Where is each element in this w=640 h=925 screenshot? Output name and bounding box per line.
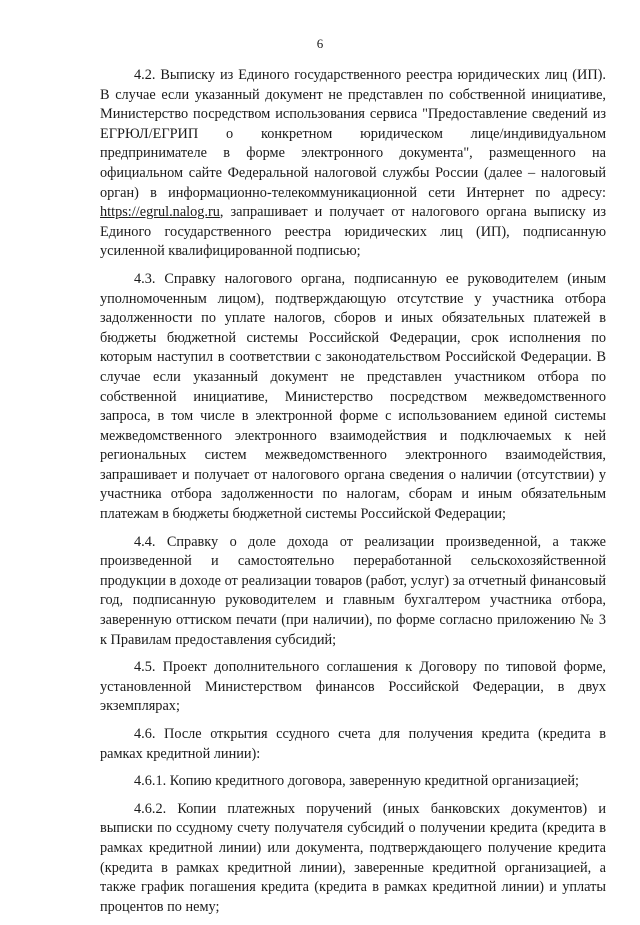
document-body bbox=[100, 66, 606, 925]
paragraph-4-6-2: 4.6.2. Копии платежных поручений (иных банковских документов) и выписки по ссудному счету получателя субсидий о получении кредита (кредита в рамках кредитной линии) или документа, подтверждающего получение кредита (кредита в рамках кредитной линии), заверенные кредитной организацией, а также график погашения кредита (кредита в рамках кредитной линии) и уплаты процентов по нему; bbox=[100, 800, 606, 915]
paragraph-4-5: 4.5. Проект дополнительного соглашения к Договору по типовой форме, установленной Министерством финансов Российской Федерации, в двух экземплярах; bbox=[100, 659, 606, 715]
paragraph-4-4: 4.4. Справку о доле дохода от реализации произведенной, а также произведенной и самостоятельно переработанной сельскохозяйственной продукции в доходе от реализации товаров (работ, услуг) за отчетный финансовый год, подписанную руководителем и главным бухгалтером участника отбора, заверенную оттиском печати (при наличии), по форме согласно приложению № 3 к Правилам предоставления субсидий; bbox=[100, 533, 606, 648]
paragraph-4-2-text: 4.2. Выписку из Единого государственного реестра юридических лиц (ИП). В случае если указанный документ не представлен по собственной инициативе, Министерство посредством использования сервиса "Предоставление сведений из ЕГРЮЛ/ЕГРИП о конкретном юридическом лице/индивидуальном предпринимателе в форме электронного документа", размещенного на официальном сайте Федеральной налоговой службы России (далее – налоговый орган) в информационно-телекоммуникационной сети Интернет по адресу: bbox=[100, 67, 606, 201]
paragraph-4-2 bbox=[100, 66, 606, 262]
paragraph-4-6-1: 4.6.1. Копию кредитного договора, заверенную кредитной организацией; bbox=[134, 773, 579, 790]
paragraph-4-2-text-end: , запрашивает и получает от налогового органа выписку из Единого государственного реестра юридических лиц (ИП), подписанную усиленной квалифицированной подписью; bbox=[100, 204, 606, 260]
paragraph-4-3: 4.3. Справку налогового органа, подписанную ее руководителем (иным уполномоченным лицом), подтверждающую отсутствие у участника отбора задолженности по уплате налогов, сборов и иных обязательных платежей в бюджеты бюджетной системы Российской Федерации, срок исполнения по которым наступил в соответствии с законодательством Российской Федерации. В случае если указанный документ не представлен участником отбора по собственной инициативе, Министерство посредством межведомственного запроса, в том числе в электронной форме с использованием единой системы межведомственного электронного взаимодействия и подключаемых к ней региональных систем межведомственного электронного взаимодействия, запрашивает и получает от налогового органа сведения о наличии (отсутствии) у участника отбора задолженности по налогам, сборам и иным обязательным платежам в бюджеты бюджетной системы Российской Федерации; bbox=[100, 270, 606, 523]
paragraph-4-6: 4.6. После открытия ссудного счета для получения кредита (кредита в рамках кредитной линии): bbox=[100, 726, 606, 762]
page-number: 6 bbox=[316, 36, 324, 51]
egrul-link[interactable]: https://egrul.nalog.ru bbox=[100, 204, 220, 221]
